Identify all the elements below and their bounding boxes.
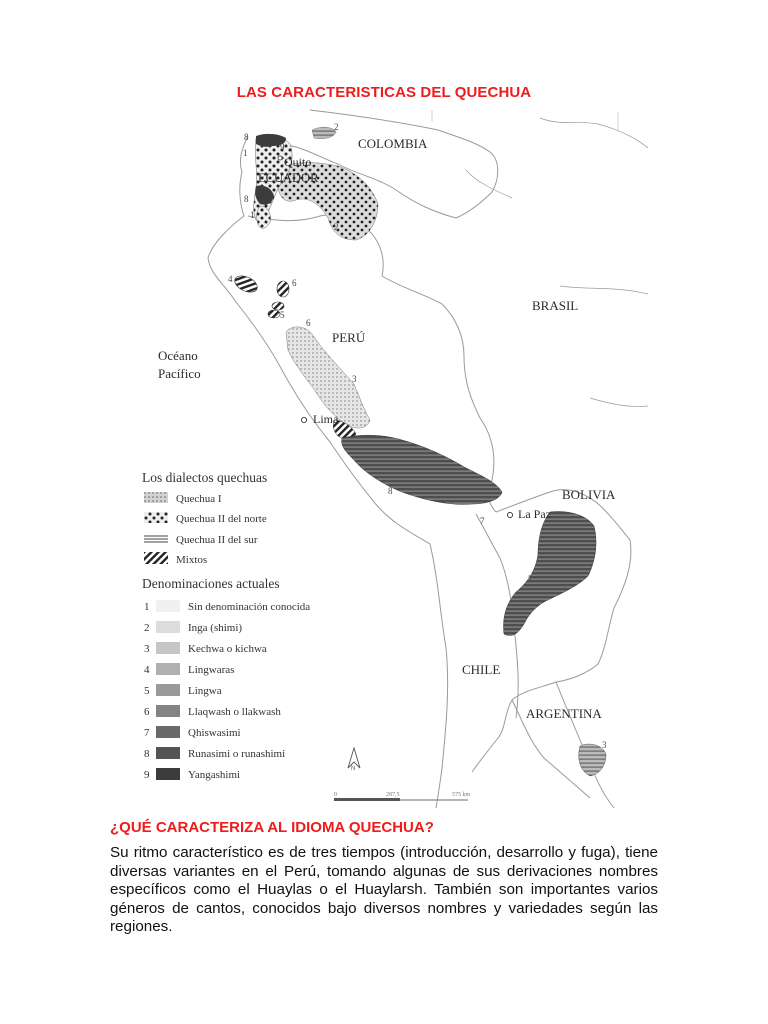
legend-swatch-quechua-ii-norte [144, 512, 168, 523]
legend-name-swatch [156, 684, 180, 696]
num-r3-argentina: 3 [602, 740, 607, 750]
legend-name-label: Lingwaras [188, 664, 235, 676]
legend-name-label: Runasimi o runashimi [188, 748, 286, 760]
num-r1-a: 1 [243, 148, 248, 158]
label-ocean-line1: Océano [158, 348, 198, 363]
legend-name-label: Llaqwash o llakwash [188, 706, 281, 718]
num-r8-south: 8 [388, 486, 393, 496]
legend-name-swatch [156, 642, 180, 654]
num-r8-north: 8 [244, 132, 249, 142]
north-arrow-label: N [351, 766, 356, 772]
legend-name-swatch [156, 705, 180, 717]
num-r9: 9 [280, 142, 285, 152]
scale-label-1: 287,5 [386, 792, 400, 798]
legend-swatch-quechua-ii-sur [144, 536, 168, 542]
num-r6-b: 6 [306, 318, 311, 328]
page-title: LAS CARACTERISTICAS DEL QUECHUA [236, 84, 532, 101]
body-paragraph: Su ritmo característico es de tres tiempos (introducción, desarrollo y fuga), tiene diversas variantes en el Perú, tomando algunas de sus derivaciones nombres específicos como el Huaylas o el Huaylarsh. También son importantes varios géneros de cantos, conocidos bajo diversos nombres y variedades según las regiones. [110, 844, 658, 936]
legend-name-swatch [156, 768, 180, 780]
num-r7-border: 7 [480, 516, 485, 526]
label-la-paz: La Paz [518, 507, 551, 521]
label-ecuador: ECUADOR [258, 171, 319, 185]
region-7-bolivia [504, 512, 597, 636]
legend-name-swatch [156, 600, 180, 612]
lima-marker [301, 417, 306, 422]
label-argentina: ARGENTINA [526, 706, 602, 721]
legend-name-number: 2 [144, 622, 150, 634]
legend-name-number: 3 [144, 643, 150, 655]
legend-swatch-quechua-i [144, 492, 168, 503]
legend-name-number: 1 [144, 601, 150, 613]
scale-bar [334, 792, 471, 801]
num-r6-a: 6 [292, 278, 297, 288]
section-heading: ¿QUÉ CARACTERIZA AL IDIOMA QUECHUA? [110, 819, 434, 836]
legend-name-label: Inga (shimi) [188, 622, 243, 634]
quechua-dialect-map [120, 108, 648, 808]
legend-name-label: Sin denominación conocida [188, 601, 311, 613]
legend-name-swatch [156, 726, 180, 738]
region-6-small [277, 281, 289, 297]
region-4-mixed [232, 273, 260, 296]
num-r2-south: 2 [334, 222, 339, 232]
label-colombia: COLOMBIA [358, 136, 428, 151]
label-brasil: BRASIL [532, 298, 579, 313]
legend-name-label: Lingwa [188, 685, 222, 697]
num-r4: 4 [228, 274, 233, 284]
legend-name-number: 4 [144, 664, 150, 676]
num-r2-north: 2 [334, 122, 339, 132]
legend-dialect-3: Mixtos [176, 554, 208, 566]
legend-name-number: 9 [144, 769, 150, 781]
legend-name-number: 6 [144, 706, 150, 718]
legend-name-number: 8 [144, 748, 150, 760]
region-8-south-peru [342, 435, 502, 504]
num-r1-b: 1 [250, 210, 255, 220]
legend-name-label: Kechwa o kichwa [188, 643, 267, 655]
scale-label-0: 0 [334, 792, 337, 798]
legend-name-swatch [156, 663, 180, 675]
num-r7-bolivia: 7 [528, 574, 533, 584]
legend-name-label: Qhiswasimi [188, 727, 241, 739]
legend-name-number: 5 [144, 685, 150, 697]
legend-name-swatch [156, 747, 180, 759]
legend-names-title: Denominaciones actuales [142, 576, 280, 591]
region-2-north [312, 127, 336, 139]
label-peru: PERÚ [332, 330, 366, 345]
legend-dialect-2: Quechua II del sur [176, 534, 258, 546]
region-5-a [272, 302, 284, 310]
quito-marker [278, 156, 282, 160]
num-r3-peru: 3 [352, 374, 357, 384]
label-bolivia: BOLIVIA [562, 487, 616, 502]
legend-swatch-mixtos [144, 552, 168, 564]
la-paz-marker [507, 512, 512, 517]
north-arrow-icon [348, 748, 360, 772]
legend-dialects-title: Los dialectos quechuas [142, 470, 268, 485]
label-ocean-line2: Pacífico [158, 366, 201, 381]
legend-name-label: Yangashimi [188, 769, 241, 781]
legend [142, 470, 310, 781]
legend-name-swatch [156, 621, 180, 633]
legend-name-number: 7 [144, 727, 150, 739]
legend-dialect-1: Quechua II del norte [176, 513, 267, 525]
scale-label-2: 575 km [452, 792, 471, 798]
num-r8-b: 8 [244, 194, 249, 204]
legend-names-list [144, 600, 310, 781]
num-r5: 5 [280, 310, 285, 320]
label-lima: Lima [313, 412, 339, 426]
legend-dialect-0: Quechua I [176, 493, 222, 505]
label-chile: CHILE [462, 662, 501, 677]
region-5-b [268, 310, 280, 318]
label-quito: Quito [284, 155, 312, 169]
